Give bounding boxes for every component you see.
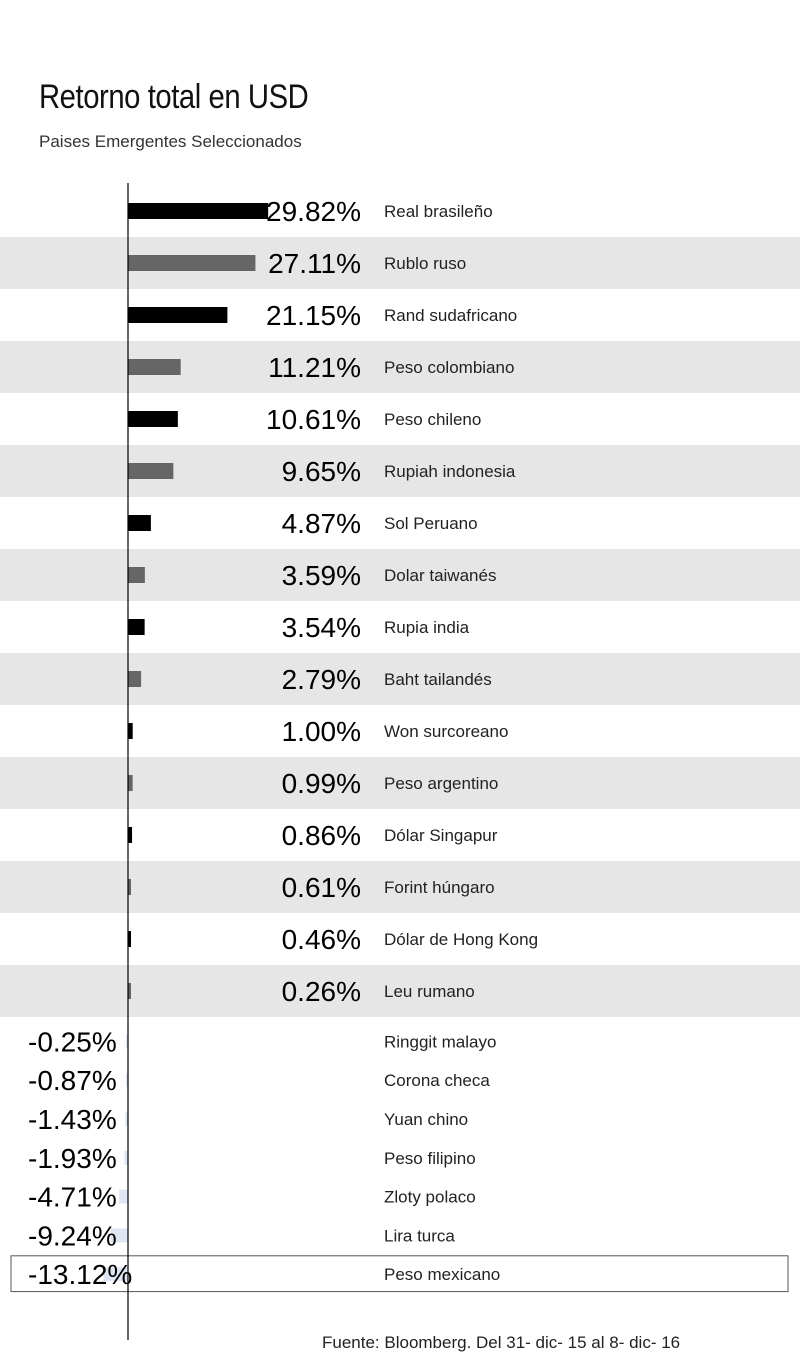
bar xyxy=(119,1190,128,1204)
category-label: Rublo ruso xyxy=(384,254,467,273)
category-label: Dolar taiwanés xyxy=(384,566,497,585)
bar xyxy=(128,775,133,791)
category-label: Zloty polaco xyxy=(384,1187,476,1207)
category-label: Peso mexicano xyxy=(384,1265,501,1285)
category-label: Leu rumano xyxy=(384,982,475,1001)
bar xyxy=(128,515,151,531)
category-label: Sol Peruano xyxy=(384,514,478,533)
category-label: Forint húngaro xyxy=(384,878,495,897)
category-label: Corona checa xyxy=(384,1071,490,1091)
category-label: Dólar Singapur xyxy=(384,826,498,845)
data-label: 4.87% xyxy=(281,508,361,539)
data-label: -13.12% xyxy=(28,1259,133,1291)
data-label: -9.24% xyxy=(28,1220,117,1252)
data-label: 27.11% xyxy=(268,248,361,279)
category-label: Lira turca xyxy=(384,1226,455,1246)
data-label: 0.86% xyxy=(281,820,361,851)
data-label: 29.82% xyxy=(266,196,361,227)
category-label: Rupiah indonesia xyxy=(384,462,516,481)
data-label: -4.71% xyxy=(28,1181,117,1213)
category-label: Peso chileno xyxy=(384,410,482,429)
bar xyxy=(128,723,133,739)
bar xyxy=(128,619,145,635)
data-label: 0.46% xyxy=(281,924,361,955)
bar xyxy=(128,567,145,583)
bar xyxy=(128,359,181,375)
category-label: Baht tailandés xyxy=(384,670,492,689)
bar xyxy=(128,463,173,479)
data-label: 10.61% xyxy=(266,404,361,435)
data-label: -1.93% xyxy=(28,1142,117,1174)
chart-title: Retorno total en USD xyxy=(39,78,309,116)
data-label: 9.65% xyxy=(281,456,361,487)
bar xyxy=(128,203,268,219)
category-label: Peso argentino xyxy=(384,774,499,793)
data-label: -0.25% xyxy=(28,1026,117,1058)
bar xyxy=(128,411,178,427)
bar xyxy=(128,255,255,271)
category-label: Yuan chino xyxy=(384,1110,469,1129)
data-label: 3.59% xyxy=(281,560,361,591)
category-label: Rupia india xyxy=(384,618,470,637)
source-note: Fuente: Bloomberg. Del 31- dic- 15 al 8- dic- 16 xyxy=(322,1333,681,1352)
data-label: 0.61% xyxy=(281,872,361,903)
data-label: 1.00% xyxy=(281,716,361,747)
chart-subtitle: Paises Emergentes Seleccionados xyxy=(39,132,302,151)
category-label: Ringgit malayo xyxy=(384,1032,497,1052)
data-label: 2.79% xyxy=(281,664,361,695)
data-label: 3.54% xyxy=(281,612,361,643)
data-label: 21.15% xyxy=(266,300,361,331)
bar xyxy=(128,307,227,323)
data-label: -1.43% xyxy=(28,1104,117,1135)
category-label: Rand sudafricano xyxy=(384,306,518,325)
bar xyxy=(128,671,141,687)
category-label: Peso colombiano xyxy=(384,358,515,377)
bar xyxy=(128,827,132,843)
data-label: 0.99% xyxy=(281,768,361,799)
data-label: 11.21% xyxy=(268,352,361,383)
data-label: -0.87% xyxy=(28,1065,117,1097)
category-label: Peso filipino xyxy=(384,1148,476,1168)
category-label: Real brasileño xyxy=(384,202,493,221)
category-label: Dólar de Hong Kong xyxy=(384,930,539,949)
data-label: 0.26% xyxy=(281,976,361,1007)
category-label: Won surcoreano xyxy=(384,722,509,741)
